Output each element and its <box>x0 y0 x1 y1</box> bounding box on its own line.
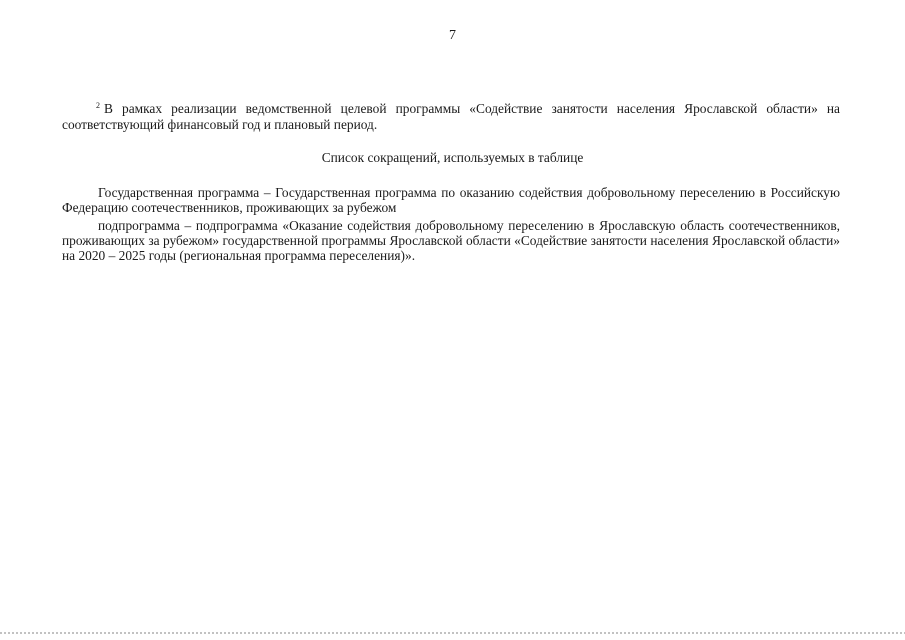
footnote-marker: 2 <box>96 101 100 110</box>
scan-edge-artifact <box>0 632 905 634</box>
footnote <box>62 98 840 133</box>
footnote-text: В рамках реализации ведомственной целевой программы «Содействие занятости населения Ярославской области» на соответствующий финансовый год и плановый период. <box>62 101 840 132</box>
page-number: 7 <box>449 28 456 43</box>
section-title: Список сокращений, используемых в таблице <box>321 150 584 165</box>
abbreviation-subprogram: подпрограмма – подпрограмма «Оказание содействия добровольному переселению в Ярославскую область соотечественников, проживающих за рубежом» государственной программы Ярославской области «Содействие занятости населения Ярославской области» на 2020 – 2025 годы (региональная программа переселения)». <box>62 218 840 263</box>
abbreviation-state-program: Государственная программа – Государственная программа по оказанию содействия добровольному переселению в Российскую Федерацию соотечественников, проживающих за рубежом <box>62 185 840 215</box>
